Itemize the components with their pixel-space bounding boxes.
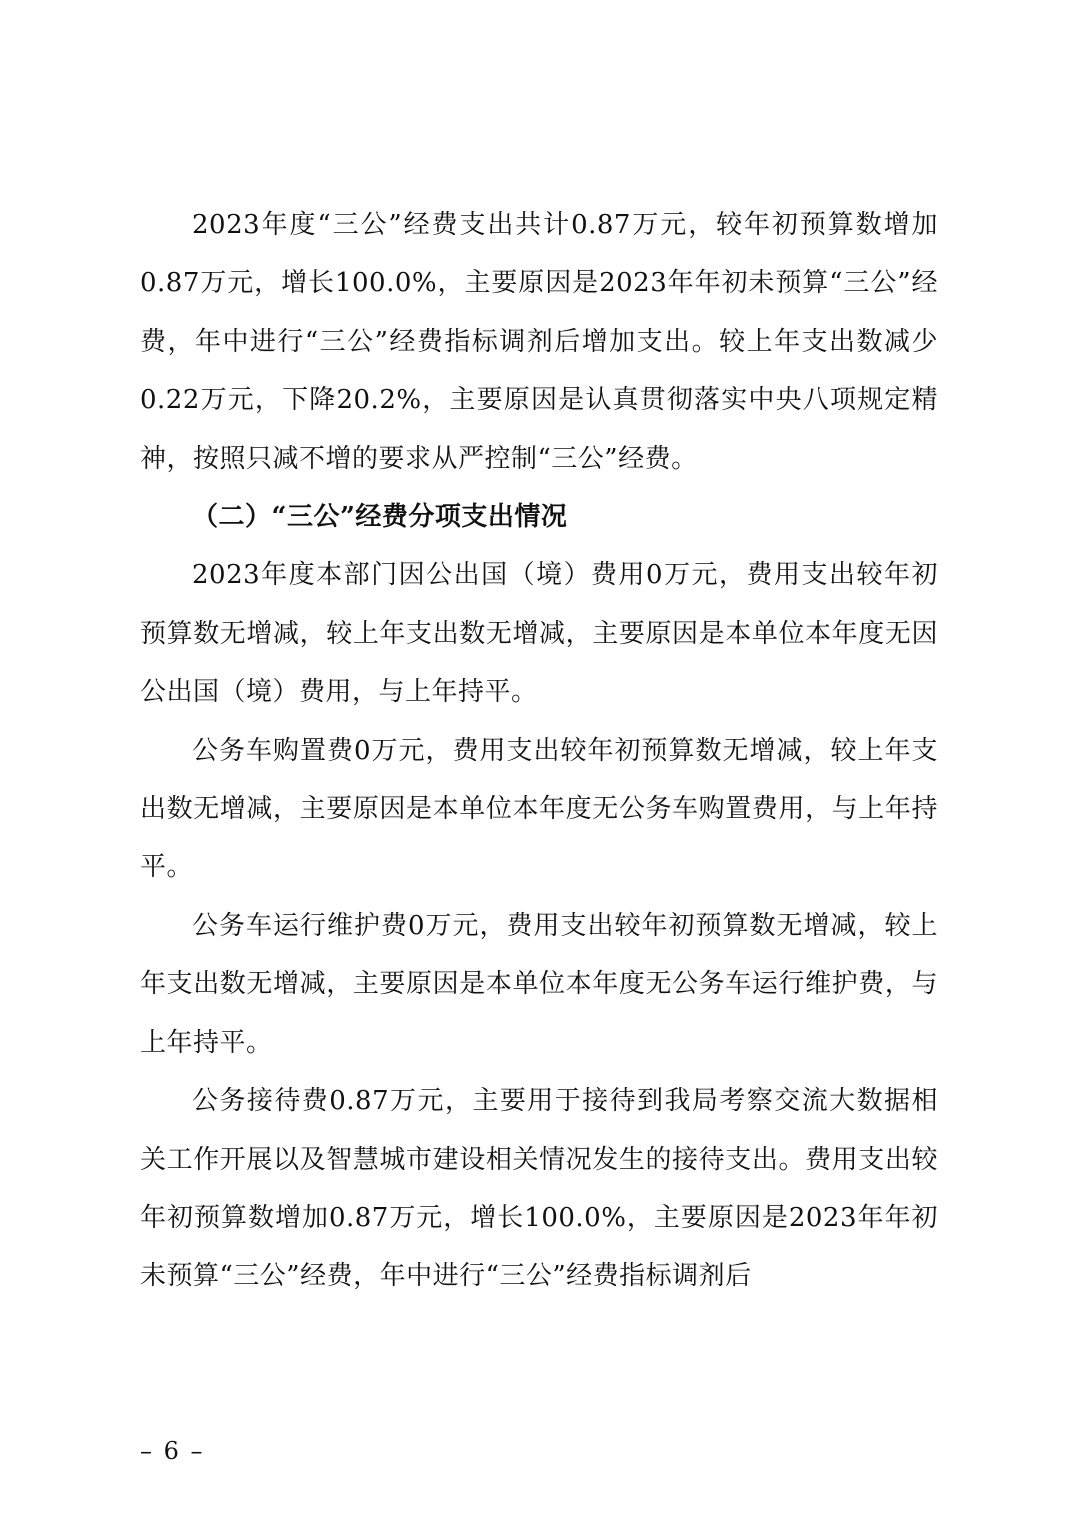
paragraph-vehicle-maintenance: 公务车运行维护费0万元，费用支出较年初预算数无增减，较上年支出数无增减，主要原因是本单位本年度无公务车运行维护费，与上年持平。 bbox=[140, 910, 938, 1058]
paragraph-vehicle-purchase: 公务车购置费0万元，费用支出较年初预算数无增减，较上年支出数无增减，主要原因是本单位本年度无公务车购置费用，与上年持平。 bbox=[140, 735, 938, 883]
paragraph-official-reception: 公务接待费0.87万元，主要用于接待到我局考察交流大数据相关工作开展以及智慧城市建设相关情况发生的接待支出。费用支出较年初预算数增加0.87万元，增长100.0%，主要原因是2023年年初未预算“三公”经费，年中进行“三公”经费指标调剂后 bbox=[140, 1086, 938, 1292]
paragraph-overseas-travel: 2023年度本部门因公出国（境）费用0万元，费用支出较年初预算数无增减，较上年支出数无增减，主要原因是本单位本年度无因公出国（境）费用，与上年持平。 bbox=[140, 560, 938, 708]
section-heading-itemized: （二）“三公”经费分项支出情况 bbox=[192, 502, 568, 533]
page-number: – 6 – bbox=[140, 1437, 205, 1465]
paragraph-total-expenditure: 2023年度“三公”经费支出共计0.87万元，较年初预算数增加0.87万元，增长100.0%，主要原因是2023年年初未预算“三公”经费，年中进行“三公”经费指标调剂后增加支出。较上年支出数减少0.22万元，下降20.2%，主要原因是认真贯彻落实中央八项规定精神，按照只减不增的要求从严控制“三公”经费。 bbox=[140, 210, 938, 474]
body-text bbox=[140, 196, 938, 1306]
